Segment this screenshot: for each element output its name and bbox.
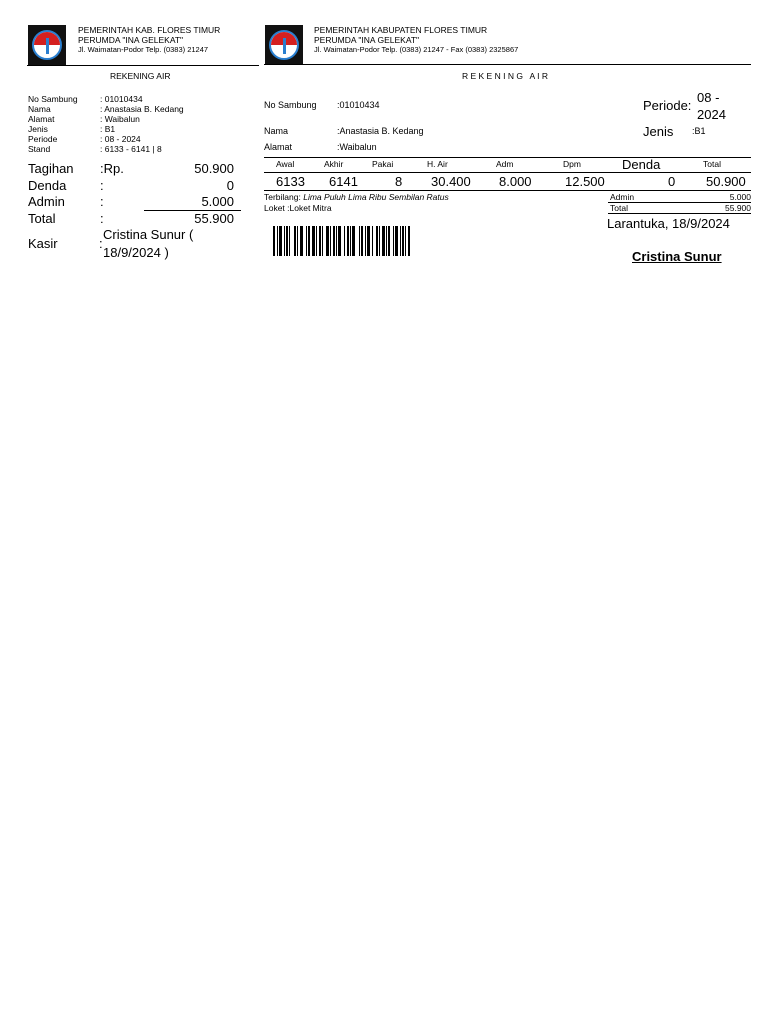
- cell-denda: 0: [668, 174, 676, 189]
- logo-emblem-icon: [32, 30, 62, 60]
- right-no-sambung-label: No Sambung: [264, 100, 317, 110]
- left-kasir-line2: 18/9/2024 ): [103, 245, 169, 260]
- right-header-rule: [264, 64, 751, 65]
- col-header-pakai: Pakai: [372, 159, 394, 169]
- left-tagihan-label: Tagihan: [28, 161, 74, 176]
- left-value-alamat: : Waibalun: [100, 114, 140, 124]
- col-header-h-air: H. Air: [427, 159, 448, 169]
- right-periode-value2: 2024: [697, 107, 726, 122]
- loket: Loket :Loket Mitra: [264, 203, 332, 213]
- right-nama-value: :Anastasia B. Kedang: [337, 126, 424, 136]
- left-field-values: [100, 94, 184, 154]
- left-tagihan-sep: :Rp.: [100, 161, 124, 176]
- left-total-label: Total: [28, 211, 56, 226]
- left-value-no-sambung: : 01010434: [100, 94, 143, 104]
- terbilang-label: Terbilang:: [264, 192, 301, 202]
- right-periode-value1: 08 -: [697, 90, 720, 105]
- left-denda-label: Denda: [28, 178, 67, 193]
- left-total-value: 55.900: [194, 211, 234, 226]
- right-alamat-label: Alamat: [264, 142, 293, 152]
- left-label-periode: Periode: [28, 134, 58, 144]
- right-jenis-value: :B1: [692, 126, 706, 136]
- col-header-denda: Denda: [622, 157, 661, 172]
- left-value-nama: : Anastasia B. Kedang: [100, 104, 184, 114]
- left-kasir-label: Kasir: [28, 236, 58, 251]
- right-admin-label: Admin: [610, 192, 635, 202]
- right-no-sambung-value: :01010434: [337, 100, 380, 110]
- left-header-rule: [27, 65, 259, 66]
- left-field-labels: [28, 94, 78, 154]
- right-alamat-value: :Waibalun: [337, 142, 377, 152]
- left-header: [78, 26, 220, 55]
- right-periode-label: Periode:: [643, 98, 692, 113]
- terbilang-value: Lima Puluh Lima Ribu Sembilan Ratus: [303, 192, 449, 202]
- left-tagihan-value: 50.900: [194, 161, 234, 176]
- left-denda-sep: :: [100, 178, 104, 193]
- col-header-total: Total: [703, 159, 721, 169]
- left-label-stand: Stand: [28, 144, 51, 154]
- right-total-label: Total: [610, 203, 628, 213]
- left-denda-value: 0: [226, 178, 234, 193]
- left-kasir-line1: Cristina Sunur (: [103, 227, 194, 242]
- left-label-jenis: Jenis: [28, 124, 48, 134]
- logo-emblem-icon: [269, 30, 299, 60]
- right-jenis-label: Jenis: [643, 124, 674, 139]
- right-header-line1: PEMERINTAH KABUPATEN FLORES TIMUR: [314, 25, 488, 35]
- place-date: Larantuka, 18/9/2024: [607, 216, 730, 231]
- right-title: R E K E N I N G A I R: [462, 71, 548, 81]
- table-top-rule: [264, 157, 751, 158]
- left-label-alamat: Alamat: [28, 114, 55, 124]
- col-header-dpm: Dpm: [563, 159, 581, 169]
- left-value-periode: : 08 - 2024: [100, 134, 141, 144]
- right-total-rule: [608, 213, 751, 214]
- cell-pakai: 8: [395, 174, 403, 189]
- table-header-rule: [264, 172, 751, 173]
- left-label-no-sambung: No Sambung: [28, 94, 78, 104]
- right-admin-value: 5.000: [729, 192, 751, 202]
- terbilang: [264, 192, 449, 202]
- right-header-line2: PERUMDA "INA GELEKAT": [314, 34, 420, 45]
- left-total-sep: :: [100, 211, 104, 226]
- company-logo-right: [265, 25, 303, 65]
- cell-adm: 8.000: [499, 174, 532, 189]
- cell-dpm: 12.500: [565, 174, 605, 189]
- left-value-stand: : 6133 - 6141 | 8: [100, 144, 162, 154]
- right-nama-label: Nama: [264, 126, 289, 136]
- cell-total: 50.900: [706, 174, 746, 189]
- left-label-nama: Nama: [28, 104, 51, 114]
- left-title: REKENING AIR: [110, 71, 171, 81]
- left-admin-sep: :: [100, 194, 104, 209]
- col-header-adm: Adm: [496, 159, 514, 169]
- company-logo: [28, 25, 66, 65]
- right-header-line3: Jl. Waimatan-Podor Telp. (0383) 21247 - Fax (0383) 2325867: [314, 45, 519, 54]
- left-header-line1: PEMERINTAH KAB. FLORES TIMUR: [78, 25, 221, 35]
- left-value-jenis: : B1: [100, 124, 116, 134]
- col-header-awal: Awal: [276, 159, 295, 169]
- signer-name: Cristina Sunur: [632, 249, 722, 264]
- cell-h-air: 30.400: [431, 174, 471, 189]
- left-admin-label: Admin: [28, 194, 65, 209]
- left-header-line2: PERUMDA "INA GELEKAT": [78, 34, 184, 45]
- right-header: [314, 26, 518, 55]
- left-header-line3: Jl. Waimatan-Podor Telp. (0383) 21247: [78, 45, 209, 54]
- right-total-value: 55.900: [725, 203, 751, 213]
- left-admin-value: 5.000: [201, 194, 234, 209]
- col-header-akhir: Akhir: [324, 159, 344, 169]
- cell-akhir: 6141: [329, 174, 358, 189]
- barcode: [273, 226, 449, 256]
- table-bottom-rule: [264, 190, 751, 191]
- cell-awal: 6133: [276, 174, 305, 189]
- left-kasir-sep: :: [99, 236, 103, 251]
